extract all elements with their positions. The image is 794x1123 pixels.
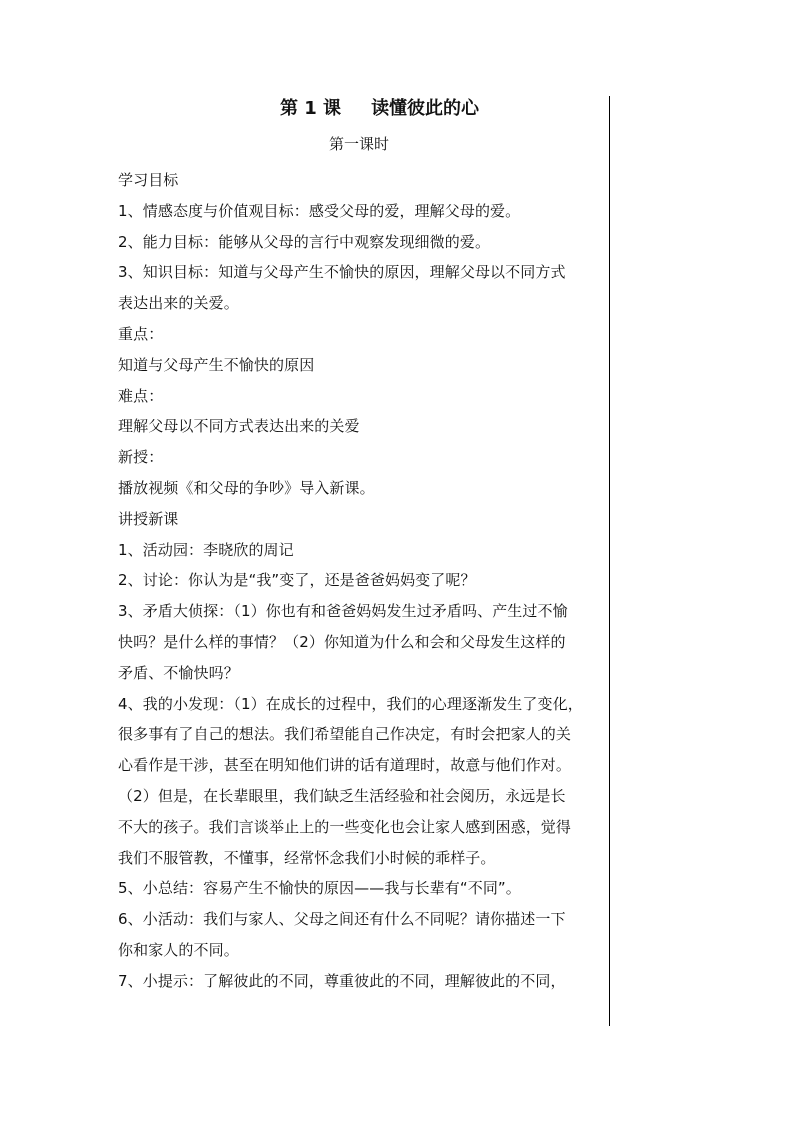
content-line: 6、小活动：我们与家人、父母之间还有什么不同呢？请你描述一下 <box>118 910 566 929</box>
lesson-title <box>280 96 479 122</box>
content-line: 7、小提示：了解彼此的不同，尊重彼此的不同，理解彼此的不同， <box>118 971 566 990</box>
content-line: 知道与父母产生不愉快的原因 <box>118 355 315 374</box>
content-line: 1、情感态度与价值观目标：感受父母的爱，理解父母的爱。 <box>118 201 521 220</box>
lesson-content <box>118 165 610 997</box>
content-line: 快吗？是什么样的事情？（2）你知道为什么和会和父母发生这样的 <box>118 632 566 651</box>
content-line: 新授： <box>118 448 164 467</box>
content-line: 表达出来的关爱。 <box>118 294 239 313</box>
content-line: 重点： <box>118 324 164 343</box>
content-line: 不大的孩子。我们言谈举止上的一些变化也会让家人感到困惑，觉得 <box>118 817 572 836</box>
lesson-name: 读懂彼此的心 <box>371 98 480 119</box>
content-line: 5、小总结：容易产生不愉快的原因——我与长辈有“不同”。 <box>118 879 521 898</box>
content-line: 我们不服管教，不懂事，经常怀念我们小时候的乖样子。 <box>118 848 496 867</box>
lesson-number: 第 1 课 <box>280 98 342 119</box>
content-line: 讲授新课 <box>118 509 179 528</box>
content-line: 3、矛盾大侦探：（1）你也有和爸爸妈妈发生过矛盾吗、产生过不愉 <box>118 602 568 621</box>
content-line: 心看作是干涉，甚至在明知他们讲的话有道理时，故意与他们作对。 <box>118 756 572 775</box>
content-line: 4、我的小发现：（1）在成长的过程中，我们的心理逐渐发生了变化， <box>118 694 583 713</box>
content-line: 很多事有了自己的想法。我们希望能自己作决定，有时会把家人的关 <box>118 725 572 744</box>
content-line: 播放视频《和父母的争吵》导入新课。 <box>118 478 375 497</box>
content-line: 你和家人的不同。 <box>118 940 239 959</box>
content-line: 矛盾、不愉快吗？ <box>118 663 239 682</box>
content-line: 难点： <box>118 386 164 405</box>
content-line: （2）但是，在长辈眼里，我们缺乏生活经验和社会阅历，永远是长 <box>118 786 566 805</box>
content-line: 2、能力目标：能够从父母的言行中观察发现细微的爱。 <box>118 232 491 251</box>
content-line: 理解父母以不同方式表达出来的关爱 <box>118 417 360 436</box>
content-line: 1、活动园：李晓欣的周记 <box>118 540 294 559</box>
content-line: 2、讨论：你认为是“我”变了，还是爸爸妈妈变了呢？ <box>118 571 476 590</box>
lesson-subtitle: 第一课时 <box>329 135 390 153</box>
content-line: 3、知识目标：知道与父母产生不愉快的原因，理解父母以不同方式 <box>118 263 566 282</box>
content-line: 学习目标 <box>118 171 179 189</box>
